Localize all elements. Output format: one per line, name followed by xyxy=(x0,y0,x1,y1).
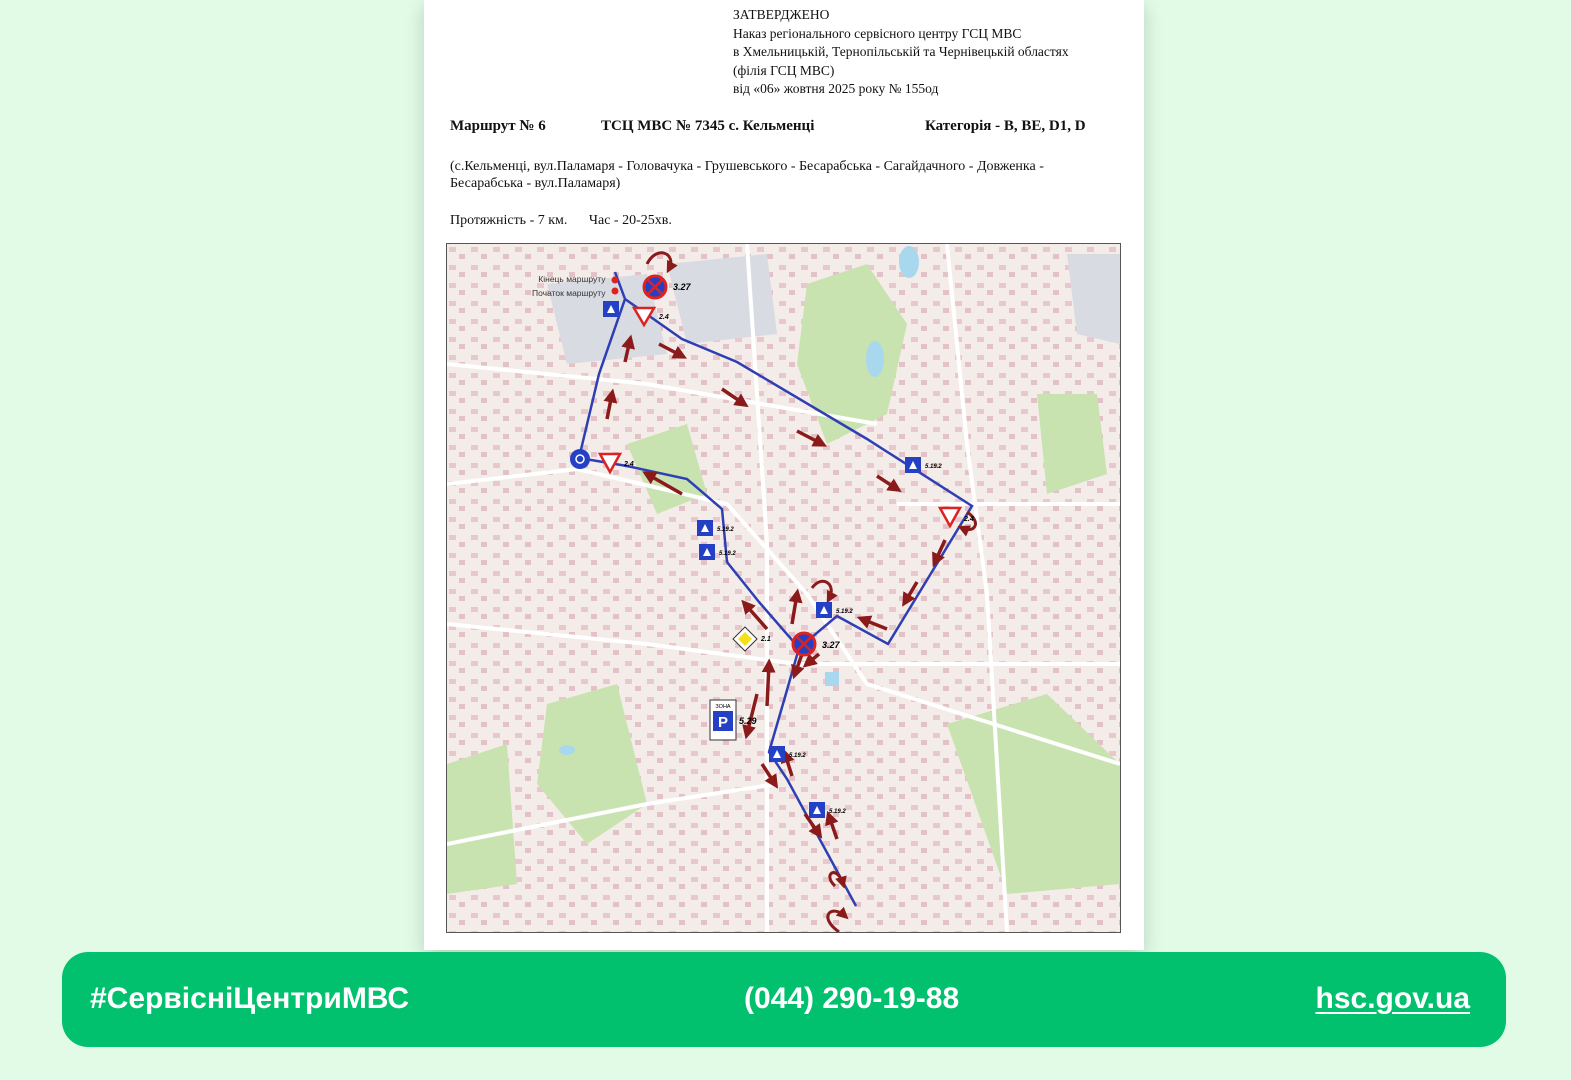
route-map-canvas xyxy=(447,244,1120,932)
footer-phone: (044) 290-19-88 xyxy=(744,982,960,1015)
document-sheet xyxy=(424,0,1144,950)
approval-block xyxy=(733,6,1069,99)
crosswalk-label: 5.19.2 xyxy=(829,809,846,815)
legend-end-label: Кінець маршруту xyxy=(538,274,606,284)
no-stopping-label: 3.27 xyxy=(673,282,691,292)
approval-title: ЗАТВЕРДЖЕНО xyxy=(733,7,830,22)
give-way-label: 2.4 xyxy=(964,516,974,523)
approval-line-3: (філія ГСЦ МВС) xyxy=(733,62,835,78)
crosswalk-label: 5.19.2 xyxy=(925,464,942,470)
footer-bar xyxy=(62,952,1506,1047)
route-map xyxy=(446,243,1121,933)
parking-letter: P xyxy=(717,714,729,731)
service-center: ТСЦ МВС № 7345 с. Кельменці xyxy=(601,118,815,134)
footer-hashtag: #СервісніЦентриМВС xyxy=(90,982,409,1015)
approval-line-1: Наказ регіонального сервісного центру ГСЦ МВС xyxy=(733,25,1022,41)
crosswalk-label: 5.19.2 xyxy=(717,527,734,533)
no-stopping-label: 3.27 xyxy=(822,640,840,650)
approval-line-4: від «06» жовтня 2025 року № 155од xyxy=(733,81,939,96)
parking-zone-label: 5.29 xyxy=(739,716,757,726)
legend-start-label: Початок маршруту xyxy=(532,288,606,298)
give-way-label: 2.4 xyxy=(624,461,634,468)
give-way-label: 2.4 xyxy=(659,314,669,321)
main-road-label: 2.1 xyxy=(761,636,771,643)
license-category: Категорія - B, BE, D1, D xyxy=(925,118,1086,134)
map-legend xyxy=(532,272,605,300)
crosswalk-sign xyxy=(603,301,619,317)
footer-website-link[interactable]: hsc.gov.ua xyxy=(1315,982,1470,1015)
crosswalk-label: 5.19.2 xyxy=(836,609,853,615)
route-number: Маршрут № 6 xyxy=(450,118,546,134)
route-length: Протяжність - 7 км. xyxy=(450,213,568,228)
crosswalk-label: 5.19.2 xyxy=(719,551,736,557)
roundabout-sign xyxy=(570,449,590,469)
route-start-point xyxy=(612,288,619,295)
route-streets: (с.Кельменці, вул.Паламаря - Головачука - Грушевського - Бесарабська - Сагайдачного - Довженка - Бесарабська - вул.Паламаря) xyxy=(450,159,1044,191)
route-meta xyxy=(450,213,690,229)
approval-line-2: в Хмельницькій, Тернопільській та Чернівецькій областях xyxy=(733,44,1069,59)
crosswalk-label: 5.19.2 xyxy=(789,753,806,759)
route-time: Час - 20-25хв. xyxy=(588,213,672,228)
parking-zone-text: ЗОНА xyxy=(715,704,731,710)
route-end-point xyxy=(612,277,619,284)
